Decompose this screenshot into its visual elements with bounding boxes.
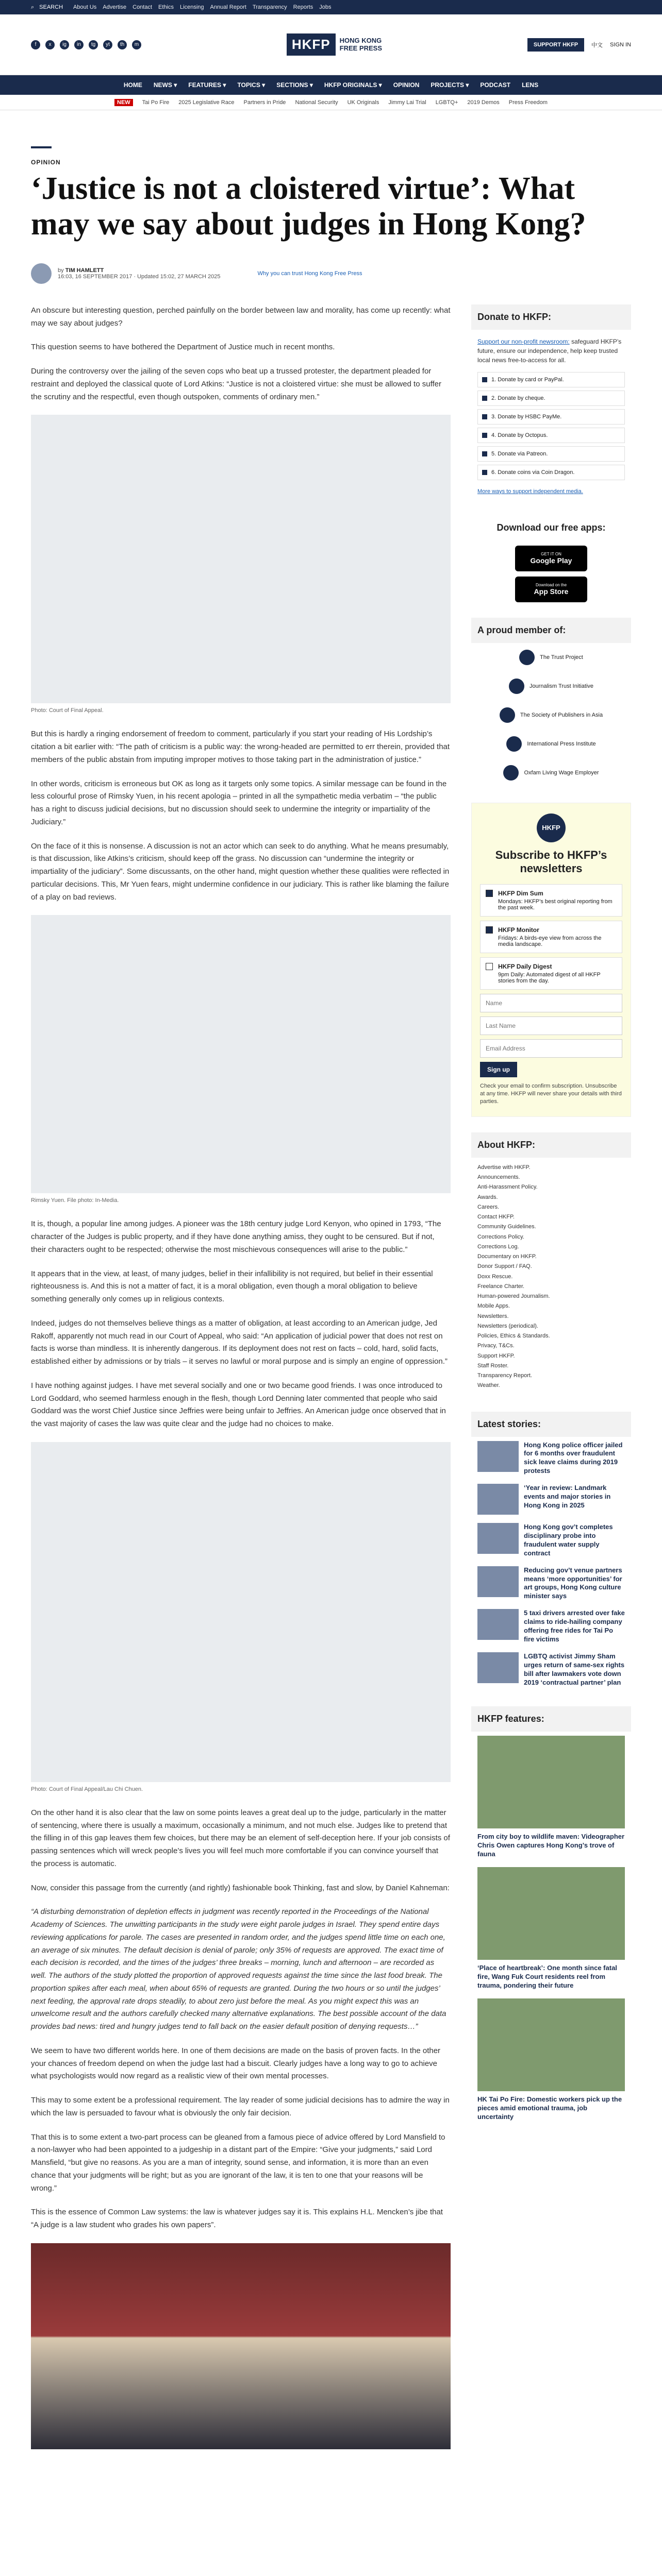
about-link[interactable]: Corrections Policy. — [477, 1233, 524, 1240]
story-title: Hong Kong police officer jailed for 6 months over fraudulent sick leave claims during 2019 protests — [524, 1440, 623, 1475]
about-link[interactable]: Transparency Report. — [477, 1372, 532, 1379]
story-item[interactable] — [471, 1648, 631, 1691]
about-link[interactable]: Community Guidelines. — [477, 1224, 536, 1230]
block-quote: “A disturbing demonstration of depletion effects in judgment was recently reported in the Proceedings of the National Academy of Sciences. The unwitting participants in the study were eight parole judges in Israel. They spend entire days reviewing applications for parole. The cases are presented in random order, and the judges spend little time on each one, an average of six minutes. The default decision is denial of parole; only 35% of requests are approved. The exact time of each decision is recorded, and the times of the judges’ three breaks – morning, lunch and afternoon – are recorded as well. The authors of the study plotted the proportion of approved requests against the time since the last food break. The proportion spikes after each meal, when about 65% of requests are granted. During the two hours or so until the judges’ next feeding, the approval rate drops steadily, to about zero just before the meal. As you might expect this was an unwelcome result and the authors carefully checked many alternative explanations. The best possible account of the data provides bad news: tired and hungry judges tend to fall back on the easier default position of denying requests…” — [31, 1907, 446, 2031]
about-link[interactable]: Careers. — [477, 1204, 500, 1210]
utility-link[interactable]: Contact — [133, 4, 153, 10]
article-category[interactable]: OPINION — [31, 159, 61, 166]
app-store-label: App Store — [534, 587, 569, 596]
newsletter-desc: Mondays: HKFP’s best original reporting from the past week. — [498, 898, 613, 911]
trust-project-icon — [519, 650, 535, 665]
top-utility-bar — [0, 0, 662, 14]
paragraph: Indeed, judges do not themselves believe things as a matter of obligation, at least according to an American judge, Jed Rakoff, apparently not much read in our Court of Appeal, who said: “An application of judicial power that does not rest on facts is worse than mindless. It is inherently dangerous. If its deployment does not rest on facts – cold, hard, solid facts, established either by admissions or by trials – it serves no lawful or moral purpose and is simply an engine of oppression.” — [31, 1318, 448, 1366]
section-rule — [31, 146, 52, 148]
about-link[interactable]: Announcements. — [477, 1174, 520, 1181]
member-name: International Press Institute — [527, 740, 596, 747]
about-link[interactable]: Advertise with HKFP. — [477, 1164, 531, 1171]
card-icon — [482, 377, 487, 382]
features-title: HKFP features: — [471, 1706, 631, 1732]
judges-ceremony-photo — [31, 2243, 451, 2449]
donate-option[interactable] — [477, 465, 625, 480]
paragraph: This question seems to have bothered the Department of Justice much in recent months. — [31, 343, 335, 352]
payme-icon — [482, 414, 487, 419]
about-link[interactable]: Anti-Harassment Policy. — [477, 1184, 538, 1191]
about-link[interactable]: Donor Support / FAQ. — [477, 1263, 532, 1270]
donate-option[interactable] — [477, 409, 625, 425]
content-wrap — [31, 304, 631, 2449]
oxfam-icon — [503, 765, 519, 781]
donate-text — [471, 330, 631, 372]
logo-mark: HKFP — [287, 33, 336, 56]
more-ways-link[interactable]: More ways to support independent media. — [477, 488, 583, 495]
paragraph: This is the essence of Common Law systems: the law is whatever judges say it is. This explains H.L. Mencken’s jibe that “A judge is a law student who grades his own papers”. — [31, 2208, 443, 2230]
about-link[interactable]: Policies, Ethics & Standards. — [477, 1333, 550, 1340]
donate-option-label: 5. Donate via Patreon. — [491, 450, 548, 457]
story-item[interactable] — [471, 1437, 631, 1480]
name-field[interactable] — [480, 994, 622, 1012]
newsletter-widget — [471, 803, 631, 1117]
paragraph: I have nothing against judges. I have met several socially and one or two became good friends. I was once introduced to Lord Goddard, who seemed harmless enough in the flesh, though Lord Denning later commented that people who said Goddard was the worst Chief Justice since Jeffries were being unfair to Jeffries. An American judge once observed that in the vast majority of cases the law was quite clear and the judge had no choices to make. — [31, 1381, 446, 1429]
image-caption: Rimsky Yuen. File photo: In-Media. — [31, 1197, 119, 1204]
linkedin-icon[interactable]: in — [74, 40, 84, 49]
donate-option[interactable] — [477, 446, 625, 462]
app-store-small: Download on the — [535, 583, 567, 588]
about-link[interactable]: Weather. — [477, 1382, 500, 1389]
about-link[interactable]: Doxx Rescue. — [477, 1273, 513, 1280]
language-link[interactable]: 中文 — [591, 42, 603, 48]
feature-image — [477, 1998, 625, 2091]
paragraph: In other words, criticism is erroneous but OK as long as it targets only some topics. A similar message can be found in the less colourful prose of Rimsky Yuen, in his recent apologia – printed in all the sympathetic media verbatim – “the public has a right to discuss judicial decisions, but no discussion should seek to undermine the integrity or impartiality of the Judiciary.” — [31, 779, 447, 826]
nav-item-originals[interactable]: HKFP ORIGINALS ▾ — [324, 81, 382, 89]
new-badge: NEW — [114, 99, 133, 106]
feature-image — [477, 1736, 625, 1828]
newsletter-name: HKFP Daily Digest — [498, 962, 552, 970]
x-twitter-icon[interactable]: x — [45, 40, 55, 49]
coin-icon — [482, 470, 487, 475]
search-icon[interactable]: ⌕ — [31, 4, 35, 10]
google-play-button[interactable] — [515, 546, 587, 571]
ipi-icon — [506, 736, 522, 752]
about-title: About HKFP: — [471, 1132, 631, 1158]
story-title: ‘Year in review: Landmark events and major stories in Hong Kong in 2025 — [524, 1484, 611, 1509]
story-thumbnail — [477, 1566, 519, 1597]
trending-link[interactable]: 2019 Demos — [467, 99, 500, 106]
story-title: LGBTQ activist Jimmy Sham urges return of same-sex rights bill after lawmakers vote down 2019 ‘contractual partner’ plan — [524, 1652, 625, 1686]
trust-link[interactable]: Why you can trust Hong Kong Free Press — [257, 270, 362, 277]
newsletter-name: HKFP Monitor — [498, 926, 539, 934]
trending-link[interactable]: Jimmy Lai Trial — [388, 99, 426, 106]
utility-link[interactable]: Advertise — [103, 4, 127, 10]
about-link[interactable]: Corrections Log. — [477, 1243, 519, 1250]
paragraph: It appears that in the view, at least, of many judges, belief in their infallibility is not required, but belief in their essential righteousness is. And this is not a matter of fact, it is a moral obligation, even though a moral obligation to believe something generally only comes up in religious contexts. — [31, 1269, 433, 1304]
donate-option-label: 1. Donate by card or PayPal. — [491, 376, 564, 383]
member-name: Oxfam Living Wage Employer — [524, 769, 599, 776]
paragraph: That this is to some extent a two-part process can be gleaned from a famous piece of advice offered by Lord Mansfield to a non-lawyer who had been appointed to a judgeship in a distant part of the Empire: “Give your judgments,” said Lord Mansfield, “but give no reasons. As you are a man of integrity, sound sense, and information, it is more than an even chance that your judgments will be right; but as you are ignorant of the law, it is ten to one that your reasons will be wrong.” — [31, 2132, 445, 2193]
social-links — [31, 40, 141, 49]
story-title: Reducing gov’t venue partners means ‘more opportunities’ for art groups, Hong Kong culture minister says — [524, 1566, 622, 1600]
youtube-icon[interactable]: yt — [103, 40, 112, 49]
trending-link[interactable]: LGBTQ+ — [435, 99, 458, 106]
nav-item-home[interactable]: HOME — [123, 81, 142, 89]
utility-link[interactable]: Reports — [293, 4, 313, 10]
newsletter-note: Check your email to confirm subscription. Unsubscribe at any time. HKFP will never share your details with third parties. — [480, 1082, 622, 1105]
newsletter-desc: 9pm Daily: Automated digest of all HKFP stories from the day. — [498, 971, 601, 984]
by-label: by — [58, 267, 64, 274]
utility-link[interactable]: Ethics — [158, 4, 174, 10]
apps-widget — [471, 515, 631, 602]
newsletter-option[interactable] — [480, 957, 622, 990]
mastodon-icon[interactable]: m — [132, 40, 141, 49]
donate-description: safeguard HKFP’s future, ensure our independence, help keep trusted local news free-to-access for all. — [477, 337, 622, 364]
utility-link[interactable]: About Us — [73, 4, 97, 10]
about-links — [471, 1158, 631, 1396]
nav-item-podcast[interactable]: PODCAST — [480, 81, 511, 89]
story-thumbnail — [477, 1523, 519, 1554]
story-item[interactable] — [471, 1562, 631, 1605]
rimsky-yuen-image — [31, 915, 451, 1193]
cheque-icon — [482, 396, 487, 401]
newsletter-logo: HKFP — [537, 814, 566, 842]
member-logo[interactable] — [471, 701, 631, 730]
about-link[interactable]: Support HKFP. — [477, 1352, 515, 1359]
author-name[interactable]: TIM HAMLETT — [65, 267, 104, 274]
main-nav — [0, 75, 662, 95]
paragraph: But this is hardly a ringing endorsement of freedom to comment, particularly if you start your reading of His Lordship’s citation a bit earlier with: “The path of criticism is a public way: the wrong-headed are permitted to err therein, provided that members of the public abstain from imputing improper motives to those taking part in the administration of justice.” — [31, 730, 450, 764]
member-logo[interactable] — [471, 758, 631, 787]
trending-link[interactable]: Tai Po Fire — [142, 99, 170, 106]
member-name: Journalism Trust Initiative — [529, 683, 594, 689]
google-play-label: Google Play — [530, 556, 572, 565]
donate-option-label: 3. Donate by HSBC PayMe. — [491, 413, 562, 420]
logo-line-1: HONG KONG — [339, 36, 382, 44]
about-link[interactable]: Mobile Apps. — [477, 1303, 510, 1310]
donate-option[interactable] — [477, 372, 625, 387]
trending-bar — [0, 95, 662, 110]
about-link[interactable]: Documentary on HKFP. — [477, 1253, 537, 1260]
signup-button[interactable]: Sign up — [480, 1062, 517, 1077]
story-title: Hong Kong gov’t completes disciplinary probe into fraudulent water supply contract — [524, 1523, 613, 1557]
paragraph: On the other hand it is also clear that the law on some points leaves a great deal up to the judge, particularly in the matter of sentencing, where there is usually a maximum, occasionally a minimum, and not much else. Judges like to pretend that the filling in of this gap leaves them few choices, but there may be an element of self-deception here. If your job consists of passing sentences which will wreck people’s lives you will feel much more comfortable if you can convince yourself that the process is automatic. — [31, 1808, 450, 1868]
donate-option-label: 2. Donate by cheque. — [491, 395, 545, 401]
utility-link[interactable]: Jobs — [319, 4, 332, 10]
feature-item[interactable] — [471, 1732, 631, 1863]
header-actions — [527, 38, 631, 52]
newsletter-option[interactable] — [480, 921, 622, 953]
member-name: The Society of Publishers in Asia — [520, 711, 603, 718]
feature-title: HK Tai Po Fire: Domestic workers pick up the pieces amid emotional trauma, job uncertainty — [477, 2095, 622, 2121]
apps-title: Download our free apps: — [496, 522, 606, 533]
sidebar — [471, 304, 631, 2449]
story-thumbnail — [477, 1652, 519, 1683]
threads-icon[interactable]: th — [118, 40, 127, 49]
latest-title: Latest stories: — [471, 1412, 631, 1437]
about-link[interactable]: Privacy, T&Cs. — [477, 1343, 515, 1349]
about-link[interactable]: Awards. — [477, 1194, 498, 1200]
image-caption: Photo: Court of Final Appeal/Lau Chi Chuen. — [31, 1786, 143, 1792]
octopus-icon — [482, 433, 487, 438]
donate-option[interactable] — [477, 428, 625, 443]
member-name: The Trust Project — [540, 654, 583, 660]
site-logo[interactable] — [287, 33, 382, 56]
article-title: ‘Justice is not a cloistered virtue’: What may we say about judges in Hong Kong? — [31, 171, 586, 242]
latest-widget — [471, 1412, 631, 1691]
logo-line-2: FREE PRESS — [339, 44, 382, 52]
feature-image — [477, 1867, 625, 1960]
donate-option-label: 6. Donate coins via Coin Dragon. — [491, 469, 575, 476]
about-link[interactable]: Staff Roster. — [477, 1362, 509, 1369]
telegram-icon[interactable]: tg — [89, 40, 98, 49]
paragraph: An obscure but interesting question, perched painfully on the border between law and morality, has come up recently: what may we say about judges? — [31, 306, 451, 328]
about-link[interactable]: Freelance Charter. — [477, 1283, 525, 1290]
story-thumbnail — [477, 1441, 519, 1472]
jti-icon — [509, 679, 524, 694]
donate-title: Donate to HKFP: — [471, 304, 631, 330]
nav-item-news[interactable]: NEWS ▾ — [153, 81, 177, 89]
support-button[interactable]: SUPPORT HKFP — [527, 38, 584, 52]
utility-link[interactable]: Transparency — [252, 4, 287, 10]
trending-link[interactable]: 2025 Legislative Race — [178, 99, 235, 106]
paragraph: It is, though, a popular line among judges. A pioneer was the 18th century judge Lord Kenyon, who opined in 1793, “The character of the Judges is public property, and if they have done anything amiss, they ought to be censured. But if not, their characters ought to be respected; otherwise the most mischievous consequences will arise to the public.” — [31, 1219, 441, 1254]
features-widget — [471, 1706, 631, 2125]
instagram-icon[interactable]: ig — [60, 40, 69, 49]
donate-support-link[interactable]: Support our non-profit newsroom: — [477, 337, 570, 345]
donate-option[interactable] — [477, 391, 625, 406]
nav-item-sections[interactable]: SECTIONS ▾ — [276, 81, 313, 89]
paragraph: We seem to have two different worlds here. In one of them decisions are made on the basis of proven facts. In the other your chances of freedom depend on when the judge last had a biscuit. Clearly judges have a long way to go to achieve what psychologists would now regard as a realistic view of their own mental processes. — [31, 2046, 441, 2081]
donate-widget — [471, 304, 631, 500]
author-avatar — [31, 263, 52, 284]
newsletter-desc: Fridays: A birds-eye view from across the media landscape. — [498, 935, 602, 947]
feature-title: From city boy to wildlife maven: Videographer Chris Owen captures Hong Kong’s trove of fauna — [477, 1833, 625, 1858]
nav-item-lens[interactable]: LENS — [522, 81, 539, 89]
utility-links — [73, 4, 331, 10]
email-field[interactable] — [480, 1039, 622, 1058]
article-body — [31, 304, 451, 2449]
nav-item-topics[interactable]: TOPICS ▾ — [237, 81, 266, 89]
story-item[interactable] — [471, 1605, 631, 1648]
patreon-icon — [482, 451, 487, 456]
nav-item-opinion[interactable]: OPINION — [393, 81, 420, 89]
newsletter-option[interactable] — [480, 884, 622, 917]
member-logo[interactable] — [471, 672, 631, 701]
about-link[interactable]: Human-powered Journalism. — [477, 1293, 550, 1300]
donate-option-label: 4. Donate by Octopus. — [491, 432, 548, 438]
feature-title: ‘Place of heartbreak’: One month since fatal fire, Wang Fuk Court residents reel from trauma, pondering their future — [477, 1964, 617, 1989]
story-title: 5 taxi drivers arrested over fake claims to ride-hailing company offering free rides for Tai Po fire victims — [524, 1609, 625, 1643]
paragraph: On the face of it this is nonsense. A discussion is not an actor which can seek to do anything. What he means presumably, is that discussion, like Atkins’s criticism, should keep off the grass. No discussion can “undermine the integrity or impartiality of the judiciary”. Some discussants, on the other hand, might question whether these qualities were reflected in particular decisions. This, Mr Yuen fears, might undermine confidence in our judiciary. This is rather like blaming the failure of a play on bad reviews. — [31, 841, 450, 902]
checkbox-checked[interactable] — [486, 926, 493, 934]
member-title: A proud member of: — [471, 618, 631, 643]
story-item[interactable] — [471, 1519, 631, 1562]
app-store-button[interactable] — [515, 577, 587, 602]
trending-link[interactable]: Partners in Pride — [243, 99, 286, 106]
utility-link[interactable]: Annual Report — [210, 4, 246, 10]
search-link[interactable]: SEARCH — [39, 4, 63, 10]
trending-link[interactable]: National Security — [295, 99, 338, 106]
about-link[interactable]: Newsletters (periodical). — [477, 1323, 538, 1329]
feature-item[interactable] — [471, 1863, 631, 1994]
signin-link[interactable]: SIGN IN — [610, 41, 631, 48]
site-header — [0, 14, 662, 75]
nav-item-projects[interactable]: PROJECTS ▾ — [431, 81, 469, 89]
article-header — [31, 110, 631, 284]
facebook-icon[interactable]: f — [31, 40, 40, 49]
feature-item[interactable] — [471, 1994, 631, 2126]
court-image — [31, 415, 451, 703]
about-link[interactable]: Newsletters. — [477, 1313, 509, 1319]
paragraph: Now, consider this passage from the currently (and rightly) fashionable book Thinking, fast and slow, by Daniel Kahneman: — [31, 1883, 450, 1892]
story-thumbnail — [477, 1484, 519, 1515]
newsletter-title: Subscribe to HKFP’s newsletters — [495, 848, 607, 875]
member-logo[interactable] — [471, 730, 631, 758]
about-widget — [471, 1132, 631, 1396]
utility-link[interactable]: Licensing — [180, 4, 204, 10]
sopa-icon — [500, 707, 515, 723]
trending-link[interactable]: Press Freedom — [508, 99, 548, 106]
newsletter-name: HKFP Dim Sum — [498, 889, 543, 897]
story-item[interactable] — [471, 1480, 631, 1519]
checkbox-checked[interactable] — [486, 890, 493, 897]
trending-link[interactable]: UK Originals — [347, 99, 379, 106]
judges-image — [31, 1442, 451, 1782]
google-play-small: GET IT ON — [541, 552, 561, 557]
story-thumbnail — [477, 1609, 519, 1640]
paragraph: During the controversy over the jailing of the seven cops who beat up a trussed protester, the department pleaded for restraint and deployed the classical quote of Lord Atkins: “Justice is not a cloistered virtue: she must be allowed to suffer the scrutiny and the respectful, even though outspoken, comments of ordinary men.” — [31, 367, 441, 401]
about-link[interactable]: Contact HKFP. — [477, 1214, 515, 1221]
paragraph: This may to some extent be a professional requirement. The lay reader of some judicial decisions has to admire the way in which the law is persuaded to favour what is obviously the only fair decision. — [31, 2096, 450, 2117]
article-date: 16:03, 16 SEPTEMBER 2017 · Updated 15:02, 27 MARCH 2025 — [58, 273, 221, 280]
image-caption: Photo: Court of Final Appeal. — [31, 707, 104, 714]
byline — [31, 263, 631, 284]
checkbox-unchecked[interactable] — [486, 963, 493, 970]
logo-wordmark — [340, 37, 382, 53]
member-widget — [471, 618, 631, 787]
member-logo[interactable] — [471, 643, 631, 672]
nav-item-features[interactable]: FEATURES ▾ — [188, 81, 226, 89]
last-name-field[interactable] — [480, 1016, 622, 1035]
